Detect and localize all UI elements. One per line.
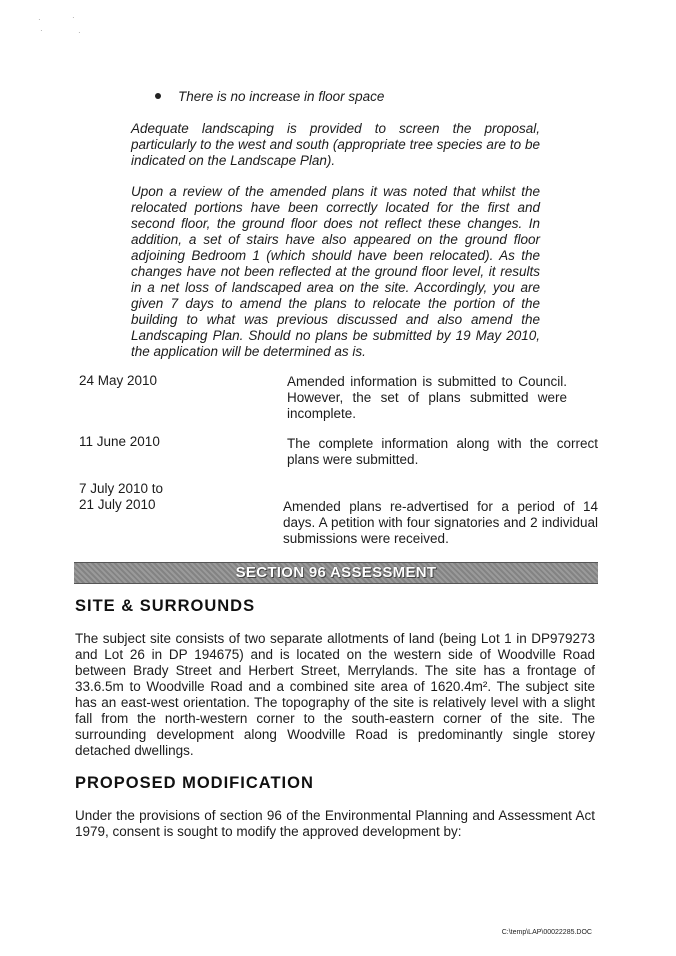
scan-mark: · <box>72 13 75 22</box>
section-title: SECTION 96 ASSESSMENT <box>235 564 437 581</box>
timeline-text: Amended plans re-advertised for a period of 14 days. A petition with four signatories and 2 individual submissions were received. <box>283 499 598 546</box>
timeline-date: 7 July 2010 to 21 July 2010 <box>79 481 164 512</box>
file-reference: C:\temp\LAP\00022285.DOC <box>501 929 592 936</box>
landscaping-paragraph: Adequate landscaping is provided to screen the proposal, particularly to the west and south (appropriate tree species are to be indicated on the Landscape Plan). <box>131 121 540 168</box>
timeline-date: 24 May 2010 <box>79 373 158 388</box>
bullet-item <box>155 89 384 104</box>
timeline-text: The complete information along with the correct plans were submitted. <box>287 436 598 467</box>
scan-mark: · <box>40 26 43 35</box>
timeline-text: Amended information is submitted to Council. However, the set of plans submitted were incomplete. <box>287 374 567 421</box>
timeline-date: 11 June 2010 <box>79 434 160 449</box>
section-banner <box>74 562 598 584</box>
site-paragraph: The subject site consists of two separate allotments of land (being Lot 1 in DP979273 and Lot 26 in DP 194675) and is located on the western side of Woodville Road between Brady Street and Herbert Street, Merrylands. The site has a frontage of 33.6.5m to Woodville Road and a combined site area of 1620.4m². The subject site has an east-west orientation. The topography of the site is relatively level with a slight fall from the north-western corner to the south-eastern corner of the site. The surrounding development along Woodville Road is predominantly single storey detached dwellings. <box>75 631 595 758</box>
scan-mark: · <box>38 15 41 24</box>
scan-mark: · <box>78 28 81 37</box>
site-heading: SITE & SURROUNDS <box>75 597 256 615</box>
bullet-text: There is no increase in floor space <box>178 89 385 104</box>
modification-heading: PROPOSED MODIFICATION <box>75 774 314 792</box>
review-paragraph: Upon a review of the amended plans it was noted that whilst the relocated portions have been correctly located for the first and second floor, the ground floor does not reflect these changes. In addition, a set of stairs have also appeared on the ground floor adjoining Bedroom 1 (which should have been relocated). As the changes have not been reflected at the ground floor level, it results in a net loss of landscaped area on the site. Accordingly, you are given 7 days to amend the plans to relocate the portion of the building to what was previous discussed and also amend the Landscaping Plan. Should no plans be submitted by 19 May 2010, the application will be determined as is. <box>131 184 540 359</box>
bullet-icon <box>155 93 161 99</box>
modification-paragraph: Under the provisions of section 96 of the Environmental Planning and Assessment Act 1979, consent is sought to modify the approved development by: <box>75 808 595 839</box>
